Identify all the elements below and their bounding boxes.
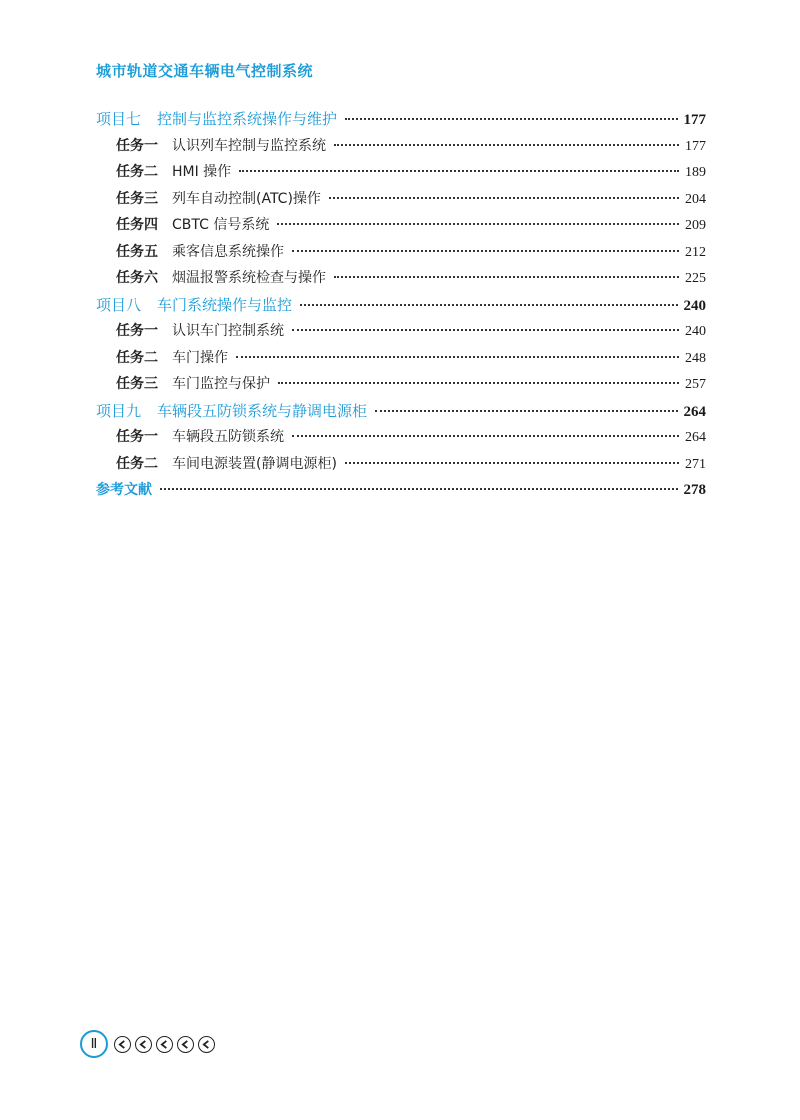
toc-page-number: 271 <box>685 456 706 472</box>
toc-entry-title: 认识列车控制与监控系统 <box>172 137 326 154</box>
running-header: 城市轨道交通车辆电气控制系统 <box>96 62 314 80</box>
toc-page-number: 264 <box>683 403 706 420</box>
leader-dots <box>278 382 679 384</box>
toc-entry-label <box>96 292 292 319</box>
toc-entry-label <box>116 371 270 398</box>
toc-page-number: 264 <box>685 430 706 445</box>
toc-entry-label <box>116 451 337 478</box>
toc-entry-number: 任务六 <box>116 270 158 286</box>
toc-page-number: 177 <box>685 138 706 154</box>
toc-task-entry[interactable] <box>96 159 706 186</box>
toc-entry-label <box>116 318 284 345</box>
toc-task-entry[interactable] <box>96 265 706 292</box>
toc-entry-title: 车门监控与保护 <box>172 376 270 392</box>
leader-dots <box>239 170 679 172</box>
toc-task-entry[interactable] <box>96 371 706 398</box>
toc-entry-label <box>96 106 337 133</box>
toc-entry-number: 任务三 <box>116 190 158 207</box>
toc-entry-title: 烟温报警系统检查与操作 <box>172 270 326 286</box>
chevron-left-icon <box>135 1036 152 1053</box>
toc-page-number: 257 <box>685 377 706 392</box>
toc-entry-label <box>116 159 231 186</box>
toc-page-number: 240 <box>683 297 706 314</box>
toc-page-number: 248 <box>685 350 706 366</box>
toc-project-entry[interactable] <box>96 292 706 319</box>
toc-entry-number: 任务一 <box>116 429 158 445</box>
leader-dots <box>292 435 679 437</box>
toc-entry-number: 任务二 <box>116 349 158 366</box>
toc-entry-label <box>96 477 152 504</box>
toc-page-number: 177 <box>683 112 706 128</box>
leader-dots <box>345 118 677 120</box>
chevron-left-icon <box>156 1036 173 1053</box>
page-number: Ⅱ <box>80 1030 108 1058</box>
toc-task-entry[interactable] <box>96 345 706 372</box>
toc-page-number: 240 <box>685 324 706 339</box>
toc-task-entry[interactable] <box>96 424 706 451</box>
leader-dots <box>292 329 679 331</box>
toc-entry-title: 车辆段五防锁系统 <box>172 429 284 445</box>
toc-task-entry[interactable] <box>96 318 706 345</box>
toc-entry-title: 车门操作 <box>172 349 228 366</box>
toc-entry-label <box>116 186 321 213</box>
leader-dots <box>236 356 679 358</box>
toc-entry-label <box>116 345 228 372</box>
toc-entry-number: 项目七 <box>96 110 142 128</box>
leader-dots <box>375 410 677 412</box>
toc-entry-title: 车门系统操作与监控 <box>157 295 293 314</box>
leader-dots <box>345 462 679 464</box>
toc-task-entry[interactable] <box>96 212 706 239</box>
toc-task-entry[interactable] <box>96 186 706 213</box>
chevron-left-icon <box>198 1036 215 1053</box>
toc-entry-title: 列车自动控制(ATC)操作 <box>172 190 321 207</box>
toc-entry-title: HMI 操作 <box>172 164 232 180</box>
toc-entry-title: 车辆段五防锁系统与静调电源柜 <box>157 401 368 420</box>
toc-task-entry[interactable] <box>96 239 706 266</box>
nav-arrows <box>114 1036 219 1053</box>
toc-entry-label <box>116 265 326 292</box>
toc-page-number: 209 <box>685 218 706 233</box>
toc-references-entry[interactable] <box>96 477 706 504</box>
toc-entry-label <box>116 212 269 239</box>
toc-entry-number: 项目九 <box>96 401 142 420</box>
toc-page-number: 278 <box>683 482 706 498</box>
toc-entry-number: 任务一 <box>116 323 158 339</box>
toc-page-number: 189 <box>685 165 706 180</box>
toc-entry-number: 任务一 <box>116 137 158 154</box>
toc-entry-title: 乘客信息系统操作 <box>172 243 284 260</box>
leader-dots <box>334 144 679 146</box>
leader-dots <box>277 223 679 225</box>
leader-dots <box>160 488 678 490</box>
toc-entry-number: 任务二 <box>116 164 158 180</box>
toc-entry-label <box>96 398 367 425</box>
leader-dots <box>292 250 679 252</box>
toc-task-entry[interactable] <box>96 451 706 478</box>
toc-page-number: 225 <box>685 271 706 286</box>
toc-entry-number: 项目八 <box>96 295 142 314</box>
toc-task-entry[interactable] <box>96 133 706 160</box>
toc-entry-label <box>116 133 326 160</box>
chevron-left-icon <box>114 1036 131 1053</box>
table-of-contents <box>96 106 706 504</box>
toc-entry-title: 车间电源装置(静调电源柜) <box>172 455 337 472</box>
chevron-left-icon <box>177 1036 194 1053</box>
toc-entry-number: 任务四 <box>116 217 158 233</box>
toc-entry-title: 认识车门控制系统 <box>172 323 284 339</box>
toc-page-number: 212 <box>685 244 706 260</box>
toc-entry-number: 任务五 <box>116 243 158 260</box>
leader-dots <box>334 276 679 278</box>
page-footer <box>80 1030 219 1058</box>
toc-entry-label <box>116 424 284 451</box>
toc-page-number: 204 <box>685 191 706 207</box>
leader-dots <box>329 197 679 199</box>
toc-entry-title: 控制与监控系统操作与维护 <box>157 110 338 128</box>
toc-entry-title: 参考文献 <box>96 482 152 498</box>
leader-dots <box>300 304 677 306</box>
toc-entry-label <box>116 239 284 266</box>
toc-entry-number: 任务二 <box>116 455 158 472</box>
toc-entry-number: 任务三 <box>116 376 158 392</box>
toc-entry-title: CBTC 信号系统 <box>172 217 270 233</box>
toc-project-entry[interactable] <box>96 398 706 425</box>
toc-project-entry[interactable] <box>96 106 706 133</box>
